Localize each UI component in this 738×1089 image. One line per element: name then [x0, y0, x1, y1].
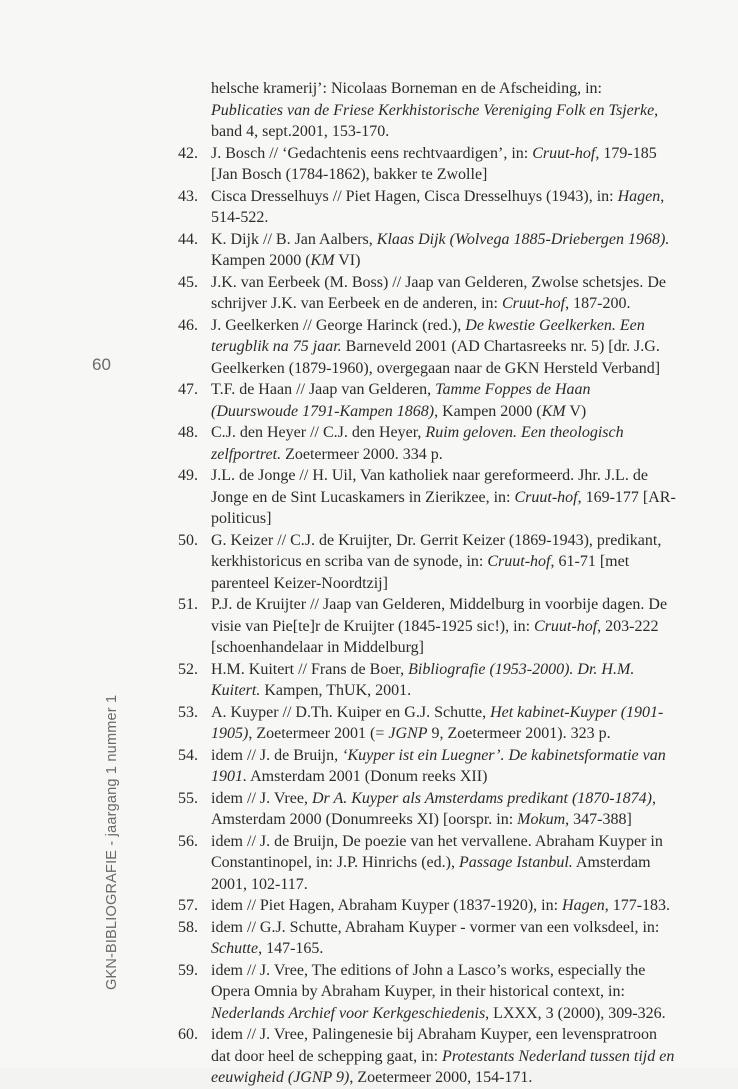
bibliography-entry: [178, 895, 676, 917]
bibliography-entry: [178, 960, 676, 1025]
entry-text: K. Dijk // B. Jan Aalbers, Klaas Dijk (Wolvega 1885-Driebergen 1968). Kampen 2000 (KM VI): [211, 230, 670, 269]
entry-number: 55.: [178, 789, 198, 807]
entry-text: J.L. de Jonge // H. Uil, Van katholiek naar gereformeerd. Jhr. J.L. de Jonge en de Sint Lucaskamers in Zierikzee, in: Cruut-hof, 169-177 [AR-politicus]: [211, 467, 676, 527]
bibliography-entry: [178, 465, 676, 530]
entry-text: G. Keizer // C.J. de Kruijter, Dr. Gerrit Keizer (1869-1943), predikant, kerkhistoricus en scriba van de synode, in: Cruut-hof, 61-71 [met parenteel Keizer-Noordtzij]: [211, 531, 662, 592]
entry-number: 45.: [178, 273, 198, 291]
bibliography-entry: [178, 917, 676, 960]
entry-text: idem // G.J. Schutte, Abraham Kuyper - vormer van een volksdeel, in: Schutte, 147-165.: [211, 918, 660, 957]
entry-number: 49.: [178, 467, 198, 484]
entry-number: 58.: [178, 918, 198, 936]
entry-number: 46.: [178, 316, 198, 334]
entry-number: 57.: [178, 897, 198, 914]
bibliography-entry: [178, 831, 676, 896]
entry-number: 50.: [178, 531, 198, 549]
entry-text: idem // J. de Bruijn, ‘Kuyper ist ein Luegner’. De kabinetsformatie van 1901. Amsterdam 2001 (Donum reeks XII): [211, 746, 666, 785]
entry-text: P.J. de Kruijter // Jaap van Gelderen, Middelburg in voorbije dagen. De visie van Pie[te]r de Kruijter (1845-1925 sic!), in: Cruut-hof, 203-222 [schoenhandelaar in Middelburg]: [211, 596, 668, 656]
entry-number: 43.: [178, 187, 198, 205]
entry-number: 60.: [178, 1026, 198, 1043]
entry-text: J. Geelkerken // George Harinck (red.), De kwestie Geelkerken. Een terugblik na 75 jaar. Barneveld 2001 (AD Chartasreeks nr. 5) [dr. J.G. Geelkerken (1879-1960), overgegaan naar de GKN Hersteld Verband]: [211, 316, 661, 377]
bibliography-entry: [178, 315, 676, 380]
entry-text: idem // J. de Bruijn, De poezie van het vervallene. Abraham Kuyper in Constantinopel, in: J.P. Hinrichs (ed.), Passage Istanbul. Amsterdam 2001, 102-117.: [211, 832, 663, 893]
bibliography-entry: [178, 186, 676, 229]
bibliography-entry: [178, 745, 676, 788]
entry-text: H.M. Kuitert // Frans de Boer, Bibliografie (1953-2000). Dr. H.M. Kuitert. Kampen, ThUK, 2001.: [211, 660, 635, 699]
bibliography-entry: [178, 422, 676, 465]
bibliography-entry: [178, 379, 676, 422]
entry-text: idem // J. Vree, Dr A. Kuyper als Amsterdams predikant (1870-1874), Amsterdam 2000 (Donumreeks XI) [oorspr. in: Mokum, 347-388]: [211, 789, 656, 828]
bibliography-entry: [178, 143, 676, 186]
entry-number: 53.: [178, 703, 198, 721]
entry-text: J. Bosch // ‘Gedachtenis eens rechtvaardigen’, in: Cruut-hof, 179-185 [Jan Bosch (1784-1862), bakker te Zwolle]: [211, 144, 657, 183]
entry-text: A. Kuyper // D.Th. Kuiper en G.J. Schutte, Het kabinet-Kuyper (1901-1905), Zoetermeer 2001 (= JGNP 9, Zoetermeer 2001). 323 p.: [211, 703, 664, 742]
bibliography-entry: [178, 272, 676, 315]
entry-number: 54.: [178, 746, 198, 764]
entries-container: [178, 143, 676, 1089]
bibliography-entry: [178, 594, 676, 659]
entry-number: 44.: [178, 230, 198, 248]
bibliography-entry: [178, 659, 676, 702]
entry-text: idem // J. Vree, The editions of John a Lasco’s works, especially the Opera Omnia by Abraham Kuyper, in their historical context, in: Nederlands Archief voor Kerkgeschiedenis, LXXX, 3 (2000), 309-326.: [211, 961, 666, 1022]
entry-number: 51.: [178, 596, 198, 613]
bibliography-entry: [178, 530, 676, 595]
bibliography-list: [178, 78, 676, 1089]
entry-text: idem // Piet Hagen, Abraham Kuyper (1837-1920), in: Hagen, 177-183.: [211, 897, 671, 914]
entry-number: 56.: [178, 832, 198, 850]
entry-text: J.K. van Eerbeek (M. Boss) // Jaap van Gelderen, Zwolse schetsjes. De schrijver J.K. van Eerbeek en de anderen, in: Cruut-hof, 187-200.: [211, 273, 666, 312]
entry-number: 48.: [178, 424, 198, 441]
bibliography-entry: [178, 702, 676, 745]
page-number: 60: [92, 355, 111, 374]
continuation-text: helsche kramerij’: Nicolaas Borneman en de Afscheiding, in: Publicaties van de Friese Kerkhistorische Vereniging Folk en Tsjerke, band 4, sept.2001, 153-170.: [211, 80, 659, 140]
entry-number: 59.: [178, 961, 198, 979]
entry-number: 52.: [178, 660, 198, 678]
entry-number: 47.: [178, 381, 198, 398]
bibliography-entry: [178, 229, 676, 272]
entry-text: Cisca Dresselhuys // Piet Hagen, Cisca Dresselhuys (1943), in: Hagen, 514-522.: [211, 187, 665, 226]
bibliography-entry: [178, 788, 676, 831]
entry-number: 42.: [178, 144, 198, 162]
bibliography-entry: [178, 1024, 676, 1089]
entry-text: T.F. de Haan // Jaap van Gelderen, Tamme Foppes de Haan (Duurswoude 1791-Kampen 1868), Kampen 2000 (KM V): [211, 381, 591, 420]
entry-text: idem // J. Vree, Palingenesie bij Abraham Kuyper, een levenspratroon dat door heel de schepping gaat, in: Protestants Nederland tussen tijd en eeuwigheid (JGNP 9), Zoetermeer 2000, 154-171.: [211, 1026, 675, 1086]
entry-text: C.J. den Heyer // C.J. den Heyer, Ruim geloven. Een theologisch zelfportret. Zoetermeer 2000. 334 p.: [211, 424, 624, 463]
running-head: GKN-BIBLIOGRAFIE - jaargang 1 nummer 1: [104, 694, 120, 990]
